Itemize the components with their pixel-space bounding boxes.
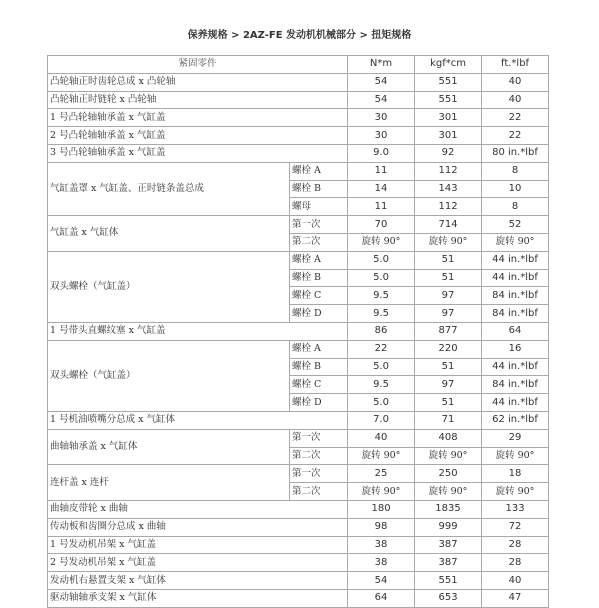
ftlbf-cell: 16: [482, 340, 549, 358]
part-cell: 1 号带头直螺纹塞 x 气缸盖: [48, 322, 348, 340]
ftlbf-cell: 80 in.*lbf: [482, 144, 549, 162]
ftlbf-cell: 72: [482, 518, 549, 536]
part-cell: 3 号凸轮轴轴承盖 x 气缸盖: [48, 144, 348, 162]
ftlbf-cell: 18: [482, 465, 549, 483]
nm-cell: 38: [348, 554, 415, 572]
nm-cell: 5.0: [348, 269, 415, 287]
part-cell: 双头螺栓（气缸盖）: [48, 251, 290, 322]
ftlbf-cell: 40: [482, 572, 549, 590]
table-row: [48, 500, 549, 518]
part-cell: 双头螺栓（气缸盖）: [48, 340, 290, 411]
kgf-cell: 51: [415, 251, 482, 269]
kgf-cell: 97: [415, 376, 482, 394]
header-kgf: kgf*cm: [415, 56, 482, 74]
table-body: [48, 73, 549, 607]
sub-label-cell: 螺栓 A: [290, 340, 348, 358]
ftlbf-cell: 22: [482, 109, 549, 127]
ftlbf-cell: 62 in.*lbf: [482, 411, 549, 429]
ftlbf-cell: 40: [482, 91, 549, 109]
table-row: [48, 109, 549, 127]
part-cell: 2 号凸轮轴轴承盖 x 气缸盖: [48, 127, 348, 145]
nm-cell: 旋转 90°: [348, 233, 415, 251]
ftlbf-cell: 133: [482, 500, 549, 518]
kgf-cell: 97: [415, 287, 482, 305]
nm-cell: 98: [348, 518, 415, 536]
sub-label-cell: 螺栓 D: [290, 394, 348, 412]
kgf-cell: 1835: [415, 500, 482, 518]
sub-label-cell: 第二次: [290, 483, 348, 501]
ftlbf-cell: 44 in.*lbf: [482, 394, 549, 412]
table-row: [48, 572, 549, 590]
kgf-cell: 714: [415, 216, 482, 234]
nm-cell: 9.5: [348, 287, 415, 305]
nm-cell: 40: [348, 429, 415, 447]
nm-cell: 22: [348, 340, 415, 358]
sub-label-cell: 第二次: [290, 233, 348, 251]
nm-cell: 5.0: [348, 358, 415, 376]
kgf-cell: 112: [415, 162, 482, 180]
sub-label-cell: 螺栓 A: [290, 251, 348, 269]
nm-cell: 70: [348, 216, 415, 234]
ftlbf-cell: 29: [482, 429, 549, 447]
ftlbf-cell: 64: [482, 322, 549, 340]
sub-label-cell: 第一次: [290, 429, 348, 447]
kgf-cell: 51: [415, 394, 482, 412]
nm-cell: 旋转 90°: [348, 483, 415, 501]
part-cell: 1 号发动机吊架 x 气缸盖: [48, 536, 348, 554]
table-row: [48, 340, 549, 358]
ftlbf-cell: 8: [482, 162, 549, 180]
table-row: [48, 554, 549, 572]
ftlbf-cell: 52: [482, 216, 549, 234]
nm-cell: 5.0: [348, 394, 415, 412]
nm-cell: 9.0: [348, 144, 415, 162]
ftlbf-cell: 84 in.*lbf: [482, 376, 549, 394]
table-row: [48, 216, 549, 234]
part-cell: 气缸盖罩 x 气缸盖、正时链条盖总成: [48, 162, 290, 215]
table-row: [48, 251, 549, 269]
table-row: [48, 589, 549, 607]
breadcrumb: 保养规格 > 2AZ-FE 发动机机械部分 > 扭矩规格: [187, 30, 412, 41]
header-nm: N*m: [348, 56, 415, 74]
nm-cell: 11: [348, 162, 415, 180]
part-cell: 驱动轴轴承支架 x 气缸体: [48, 589, 348, 607]
nm-cell: 14: [348, 180, 415, 198]
nm-cell: 64: [348, 589, 415, 607]
table-row: [48, 465, 549, 483]
kgf-cell: 877: [415, 322, 482, 340]
nm-cell: 9.5: [348, 305, 415, 323]
header-part: 紧固零件: [48, 56, 348, 74]
sub-label-cell: 螺栓 C: [290, 287, 348, 305]
nm-cell: 25: [348, 465, 415, 483]
nm-cell: 54: [348, 73, 415, 91]
nm-cell: 7.0: [348, 411, 415, 429]
ftlbf-cell: 40: [482, 73, 549, 91]
kgf-cell: 999: [415, 518, 482, 536]
table-row: [48, 429, 549, 447]
sub-label-cell: 第一次: [290, 216, 348, 234]
nm-cell: 86: [348, 322, 415, 340]
sub-label-cell: 螺栓 B: [290, 358, 348, 376]
table-row: [48, 144, 549, 162]
part-cell: 2 号发动机吊架 x 气缸盖: [48, 554, 348, 572]
kgf-cell: 旋转 90°: [415, 233, 482, 251]
kgf-cell: 551: [415, 572, 482, 590]
kgf-cell: 250: [415, 465, 482, 483]
part-cell: 曲轴轴承盖 x 气缸体: [48, 429, 290, 465]
part-cell: 传动板和齿圈分总成 x 曲轴: [48, 518, 348, 536]
table-row: [48, 162, 549, 180]
ftlbf-cell: 44 in.*lbf: [482, 358, 549, 376]
sub-label-cell: 螺栓 A: [290, 162, 348, 180]
nm-cell: 11: [348, 198, 415, 216]
part-cell: 凸轮轴正时链轮 x 凸轮轴: [48, 91, 348, 109]
table-row: [48, 127, 549, 145]
table-row: [48, 73, 549, 91]
kgf-cell: 51: [415, 269, 482, 287]
kgf-cell: 97: [415, 305, 482, 323]
kgf-cell: 旋转 90°: [415, 447, 482, 465]
ftlbf-cell: 旋转 90°: [482, 483, 549, 501]
kgf-cell: 653: [415, 589, 482, 607]
kgf-cell: 551: [415, 73, 482, 91]
nm-cell: 30: [348, 109, 415, 127]
kgf-cell: 408: [415, 429, 482, 447]
ftlbf-cell: 10: [482, 180, 549, 198]
kgf-cell: 71: [415, 411, 482, 429]
kgf-cell: 551: [415, 91, 482, 109]
part-cell: 曲轴皮带轮 x 曲轴: [48, 500, 348, 518]
ftlbf-cell: 44 in.*lbf: [482, 269, 549, 287]
kgf-cell: 旋转 90°: [415, 483, 482, 501]
kgf-cell: 112: [415, 198, 482, 216]
sub-label-cell: 第一次: [290, 465, 348, 483]
nm-cell: 30: [348, 127, 415, 145]
nm-cell: 9.5: [348, 376, 415, 394]
part-cell: 1 号凸轮轴轴承盖 x 气缸盖: [48, 109, 348, 127]
ftlbf-cell: 旋转 90°: [482, 447, 549, 465]
ftlbf-cell: 44 in.*lbf: [482, 251, 549, 269]
nm-cell: 旋转 90°: [348, 447, 415, 465]
header-ftlbf: ft.*lbf: [482, 56, 549, 74]
part-cell: 连杆盖 x 连杆: [48, 465, 290, 501]
kgf-cell: 143: [415, 180, 482, 198]
part-cell: 发动机右悬置支架 x 气缸体: [48, 572, 348, 590]
ftlbf-cell: 47: [482, 589, 549, 607]
kgf-cell: 301: [415, 109, 482, 127]
sub-label-cell: 螺栓 D: [290, 305, 348, 323]
nm-cell: 180: [348, 500, 415, 518]
kgf-cell: 51: [415, 358, 482, 376]
table-row: [48, 518, 549, 536]
ftlbf-cell: 84 in.*lbf: [482, 305, 549, 323]
ftlbf-cell: 84 in.*lbf: [482, 287, 549, 305]
sub-label-cell: 第二次: [290, 447, 348, 465]
kgf-cell: 387: [415, 554, 482, 572]
part-cell: 气缸盖 x 气缸体: [48, 216, 290, 252]
ftlbf-cell: 旋转 90°: [482, 233, 549, 251]
sub-label-cell: 螺栓 B: [290, 269, 348, 287]
table-row: [48, 322, 549, 340]
table-row: [48, 411, 549, 429]
kgf-cell: 92: [415, 144, 482, 162]
table-row: [48, 91, 549, 109]
table-header-row: [48, 56, 549, 74]
kgf-cell: 387: [415, 536, 482, 554]
nm-cell: 5.0: [348, 251, 415, 269]
nm-cell: 54: [348, 572, 415, 590]
kgf-cell: 301: [415, 127, 482, 145]
ftlbf-cell: 28: [482, 536, 549, 554]
ftlbf-cell: 22: [482, 127, 549, 145]
nm-cell: 54: [348, 91, 415, 109]
part-cell: 1 号机油喷嘴分总成 x 气缸体: [48, 411, 348, 429]
part-cell: 凸轮轴正时齿轮总成 x 凸轮轴: [48, 73, 348, 91]
ftlbf-cell: 8: [482, 198, 549, 216]
table-row: [48, 536, 549, 554]
sub-label-cell: 螺栓 B: [290, 180, 348, 198]
sub-label-cell: 螺母: [290, 198, 348, 216]
sub-label-cell: 螺栓 C: [290, 376, 348, 394]
kgf-cell: 220: [415, 340, 482, 358]
torque-spec-table: [47, 55, 549, 608]
nm-cell: 38: [348, 536, 415, 554]
ftlbf-cell: 28: [482, 554, 549, 572]
